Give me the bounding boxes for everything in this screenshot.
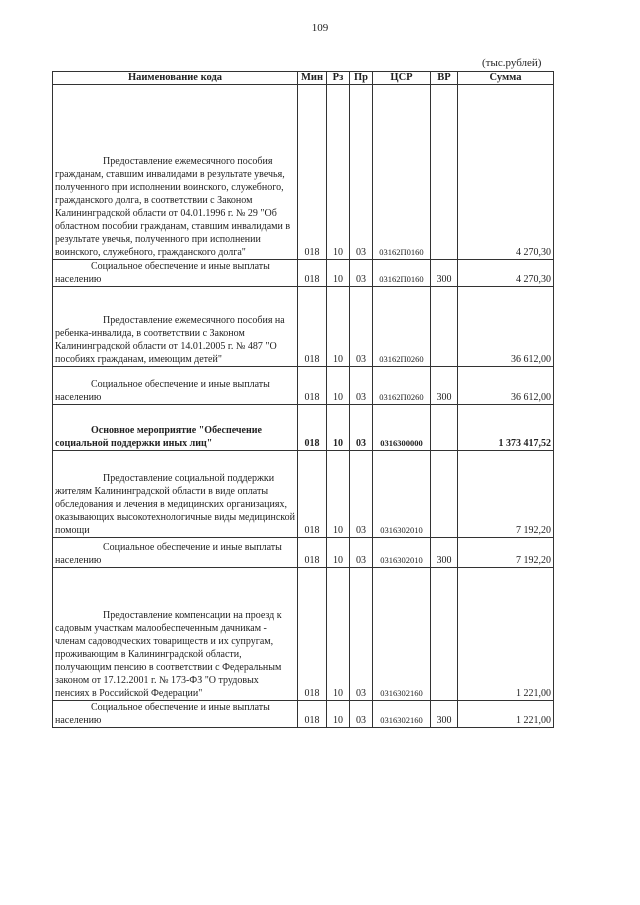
row-sum: 1 221,00 xyxy=(458,701,554,728)
header-name: Наименование кода xyxy=(53,72,298,85)
row-sum: 4 270,30 xyxy=(458,85,554,260)
row-name: Предоставление социальной поддержки жителям Калининградской области в виде оплаты обследования и лечения в медицинских организациях, оказывающих высокотехнологичные виды медицинской помощи xyxy=(53,451,298,538)
row-min: 018 xyxy=(298,260,327,287)
row-pr: 03 xyxy=(350,538,373,568)
row-min: 018 xyxy=(298,538,327,568)
row-vr xyxy=(431,405,458,451)
row-vr xyxy=(431,85,458,260)
row-pr: 03 xyxy=(350,367,373,405)
table-row xyxy=(53,451,554,538)
row-vr: 300 xyxy=(431,260,458,287)
row-pr: 03 xyxy=(350,568,373,701)
row-min: 018 xyxy=(298,367,327,405)
row-sum: 36 612,00 xyxy=(458,367,554,405)
header-min: Мин xyxy=(298,72,327,85)
row-name: Социальное обеспечение и иные выплаты населению xyxy=(53,260,298,287)
row-vr xyxy=(431,568,458,701)
page-number: 109 xyxy=(311,22,329,34)
row-rz: 10 xyxy=(327,260,350,287)
table-row xyxy=(53,538,554,568)
row-min: 018 xyxy=(298,287,327,367)
row-min: 018 xyxy=(298,85,327,260)
header-sum: Сумма xyxy=(458,72,554,85)
header-row xyxy=(53,72,554,85)
row-name: Социальное обеспечение и иные выплаты населению xyxy=(53,701,298,728)
row-rz: 10 xyxy=(327,85,350,260)
row-sum: 1 221,00 xyxy=(458,568,554,701)
row-min: 018 xyxy=(298,405,327,451)
row-vr: 300 xyxy=(431,538,458,568)
row-rz: 10 xyxy=(327,538,350,568)
row-rz: 10 xyxy=(327,451,350,538)
row-pr: 03 xyxy=(350,85,373,260)
row-sum: 1 373 417,52 xyxy=(458,405,554,451)
table-row xyxy=(53,405,554,451)
table-row xyxy=(53,287,554,367)
row-min: 018 xyxy=(298,701,327,728)
row-name: Социальное обеспечение и иные выплаты населению xyxy=(53,538,298,568)
row-csr: 03162П0160 xyxy=(373,260,431,287)
row-name: Основное мероприятие "Обеспечение социальной поддержки иных лиц" xyxy=(53,405,298,451)
row-sum: 36 612,00 xyxy=(458,287,554,367)
row-csr: 0316300000 xyxy=(373,405,431,451)
row-csr: 03162П0160 xyxy=(373,85,431,260)
row-csr: 03162П0260 xyxy=(373,367,431,405)
row-sum: 4 270,30 xyxy=(458,260,554,287)
row-pr: 03 xyxy=(350,405,373,451)
row-sum: 7 192,20 xyxy=(458,451,554,538)
row-csr: 0316302160 xyxy=(373,568,431,701)
row-min: 018 xyxy=(298,568,327,701)
row-csr: 0316302010 xyxy=(373,538,431,568)
row-rz: 10 xyxy=(327,367,350,405)
table-row xyxy=(53,85,554,260)
row-pr: 03 xyxy=(350,260,373,287)
row-csr: 03162П0260 xyxy=(373,287,431,367)
units-label: (тыс.рублей) xyxy=(482,57,542,69)
row-min: 018 xyxy=(298,451,327,538)
row-name: Социальное обеспечение и иные выплаты населению xyxy=(53,367,298,405)
row-rz: 10 xyxy=(327,568,350,701)
row-name: Предоставление ежемесячного пособия гражданам, ставшим инвалидами в результате увечья, полученного при исполнении воинского, служебного, гражданского долга, в соответствии с Законом Калининградской области от 04.01.1996 г. № 29 "Об областном пособии гражданам, ставшим инвалидами в результате увечья, полученного при исполнении воинского, служебного, гражданского долга" xyxy=(53,85,298,260)
row-vr: 300 xyxy=(431,701,458,728)
row-csr: 0316302160 xyxy=(373,701,431,728)
row-sum: 7 192,20 xyxy=(458,538,554,568)
header-pr: Пр xyxy=(350,72,373,85)
header-rz: Рз xyxy=(327,72,350,85)
row-rz: 10 xyxy=(327,287,350,367)
row-csr: 0316302010 xyxy=(373,451,431,538)
row-pr: 03 xyxy=(350,451,373,538)
row-vr xyxy=(431,287,458,367)
table-row xyxy=(53,568,554,701)
row-vr: 300 xyxy=(431,367,458,405)
row-pr: 03 xyxy=(350,701,373,728)
table-row xyxy=(53,701,554,728)
table-row xyxy=(53,367,554,405)
row-rz: 10 xyxy=(327,405,350,451)
header-vr: ВР xyxy=(431,72,458,85)
row-rz: 10 xyxy=(327,701,350,728)
row-vr xyxy=(431,451,458,538)
header-csr: ЦСР xyxy=(373,72,431,85)
budget-table xyxy=(52,71,554,728)
table-row xyxy=(53,260,554,287)
row-name: Предоставление компенсации на проезд к садовым участкам малообеспеченным дачникам - членам садоводческих товариществ и их супругам, проживающим в Калининградской области, получающим пенсию в соответствии с Федеральным законом от 17.12.2001 г. № 173-ФЗ "О трудовых пенсиях в Российской Федерации" xyxy=(53,568,298,701)
row-name: Предоставление ежемесячного пособия на ребенка-инвалида, в соответствии с Законом Калининградской области от 14.01.2005 г. № 487 "О пособиях гражданам, имеющим детей" xyxy=(53,287,298,367)
row-pr: 03 xyxy=(350,287,373,367)
